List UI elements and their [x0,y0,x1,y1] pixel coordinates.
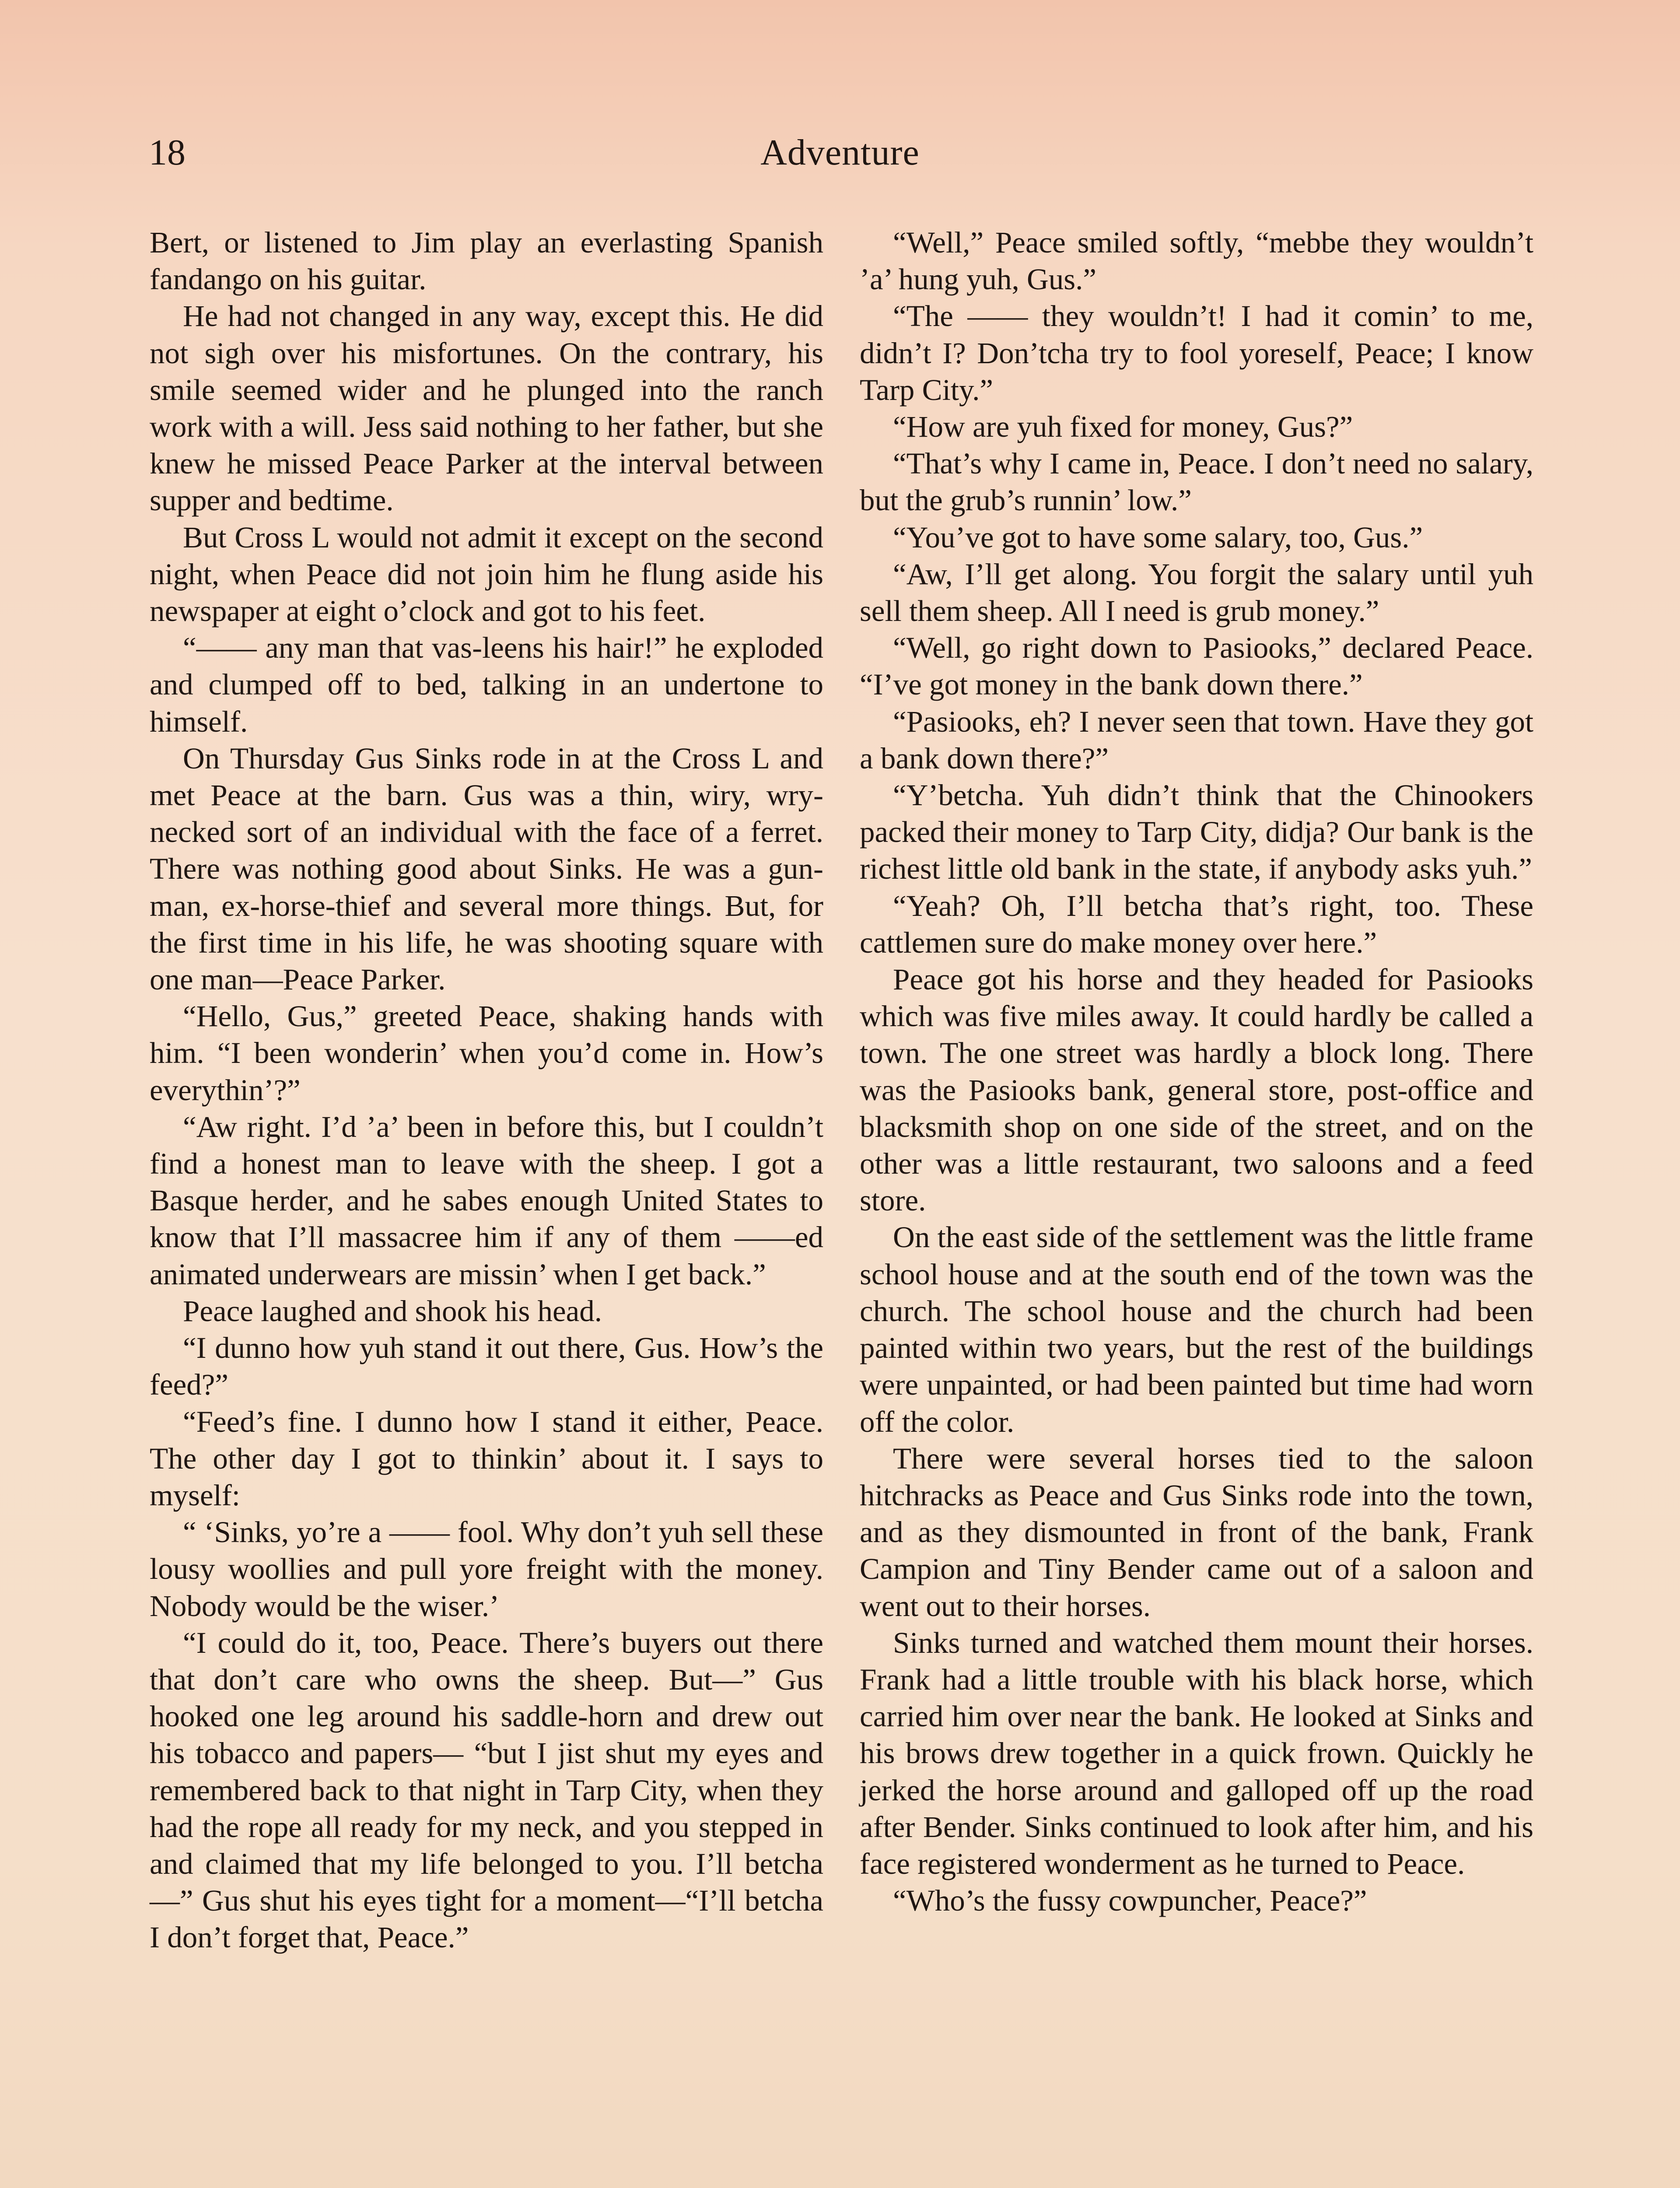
paragraph: Peace laughed and shook his head. [183,1294,602,1328]
paragraph: “Hello, Gus,” greeted Peace, shaking hands with him. “I been wonderin’ when you’d come in. How’s everythin’?” [150,999,823,1107]
paragraph: On the east side of the settlement was the little frame school house and at the south end of the town was the church. The school house and the church had been painted within two years, but the rest of the buildings were unpainted, or had been painted but time had worn off the color. [860,1220,1533,1438]
paragraph: There were several horses tied to the saloon hitchracks as Peace and Gus Sinks rode into the town, and as they dismounted in front of the bank, Frank Campion and Tiny Bender came out of a saloon and went out to their horses. [860,1441,1533,1623]
paragraph: “That’s why I came in, Peace. I don’t need no salary, but the grub’s runnin’ low.” [860,447,1533,517]
paragraph: “Feed’s fine. I dunno how I stand it either, Peace. The other day I got to thinkin’ about it. I says to myself: [150,1405,823,1512]
paragraph: “Y’betcha. Yuh didn’t think that the Chinookers packed their money to Tarp City, didja? Our bank is the richest little old bank in the state, if anybody asks yuh.” [860,778,1533,886]
left-column [150,224,823,1956]
paragraph: “Well, go right down to Pasiooks,” declared Peace. “I’ve got money in the bank down there.” [860,631,1533,701]
right-column [860,224,1533,1919]
paragraph: “How are yuh fixed for money, Gus?” [893,410,1353,444]
paragraph: “Yeah? Oh, I’ll betcha that’s right, too. These cattlemen sure do make money over here.” [860,889,1533,959]
paragraph: “Aw, I’ll get along. You forgit the salary until yuh sell them sheep. All I need is grub money.” [860,557,1533,628]
running-head: Adventure [760,132,920,173]
paragraph: “Who’s the fussy cowpuncher, Peace?” [893,1884,1367,1918]
paragraph: He had not changed in any way, except this. He did not sigh over his misfortunes. On the contrary, his smile seemed wider and he plunged into the ranch work with a will. Jess said nothing to her father, but she knew he missed Peace Parker at the interval between supper and bedtime. [150,299,823,517]
paragraph: “Well,” Peace smiled softly, “mebbe they wouldn’t ’a’ hung yuh, Gus.” [860,226,1533,296]
paragraph: “Aw right. I’d ’a’ been in before this, but I couldn’t find a honest man to leave with the sheep. I got a Basque herder, and he sabes enough United States to know that I’ll massacree him if any of them ——ed animated underwears are missin’ when I get back.” [150,1110,823,1291]
paragraph: “You’ve got to have some salary, too, Gus.” [893,520,1423,554]
paragraph: Bert, or listened to Jim play an everlasting Spanish fandango on his guitar. [150,226,823,296]
page-header [0,131,1680,188]
paragraph: On Thursday Gus Sinks rode in at the Cross L and met Peace at the barn. Gus was a thin, wiry, wry-necked sort of an individual with the face of a ferret. There was nothing good about Sinks. He was a gun-man, ex-horse-thief and several more things. But, for the first time in his life, he was shooting square with one man—Peace Parker. [150,741,823,996]
paragraph: Sinks turned and watched them mount their horses. Frank had a little trouble with his black horse, which carried him over near the bank. He looked at Sinks and his brows drew together in a quick frown. Quickly he jerked the horse around and galloped off up the road after Bender. Sinks continued to look after him, and his face registered wonderment as he turned to Peace. [860,1626,1533,1880]
paragraph: “I dunno how yuh stand it out there, Gus. How’s the feed?” [150,1331,823,1402]
paragraph: “I could do it, too, Peace. There’s buyers out there that don’t care who owns the sheep. But—” Gus hooked one leg around his saddle-horn and drew out his tobacco and papers— “but I jist shut my eyes and remembered back to that night in Tarp City, when they had the rope all ready for my neck, and you stepped in and claimed that my life belonged to you. I’ll betcha—” Gus shut his eyes tight for a moment—“I’ll betcha I don’t forget that, Peace.” [150,1626,823,1954]
paragraph: “Pasiooks, eh? I never seen that town. Have they got a bank down there?” [860,705,1533,775]
paragraph: “ ‘Sinks, yo’re a —— fool. Why don’t yuh sell these lousy woollies and pull yore freight with the money. Nobody would be the wiser.’ [150,1515,823,1623]
paragraph: But Cross L would not admit it except on the second night, when Peace did not join him he flung aside his newspaper at eight o’clock and got to his feet. [150,520,823,628]
paragraph: “The —— they wouldn’t! I had it comin’ to me, didn’t I? Don’tcha try to fool yoreself, Peace; I know Tarp City.” [860,299,1533,407]
paragraph: Peace got his horse and they headed for Pasiooks which was five miles away. It could hardly be called a town. The one street was hardly a block long. There was the Pasiooks bank, general store, post-office and blacksmith shop on one side of the street, and on the other was a little restaurant, two saloons and a feed store. [860,963,1533,1217]
page-number: 18 [149,132,186,173]
paragraph: “—— any man that vas-leens his hair!” he exploded and clumped off to bed, talking in an undertone to himself. [150,631,823,738]
